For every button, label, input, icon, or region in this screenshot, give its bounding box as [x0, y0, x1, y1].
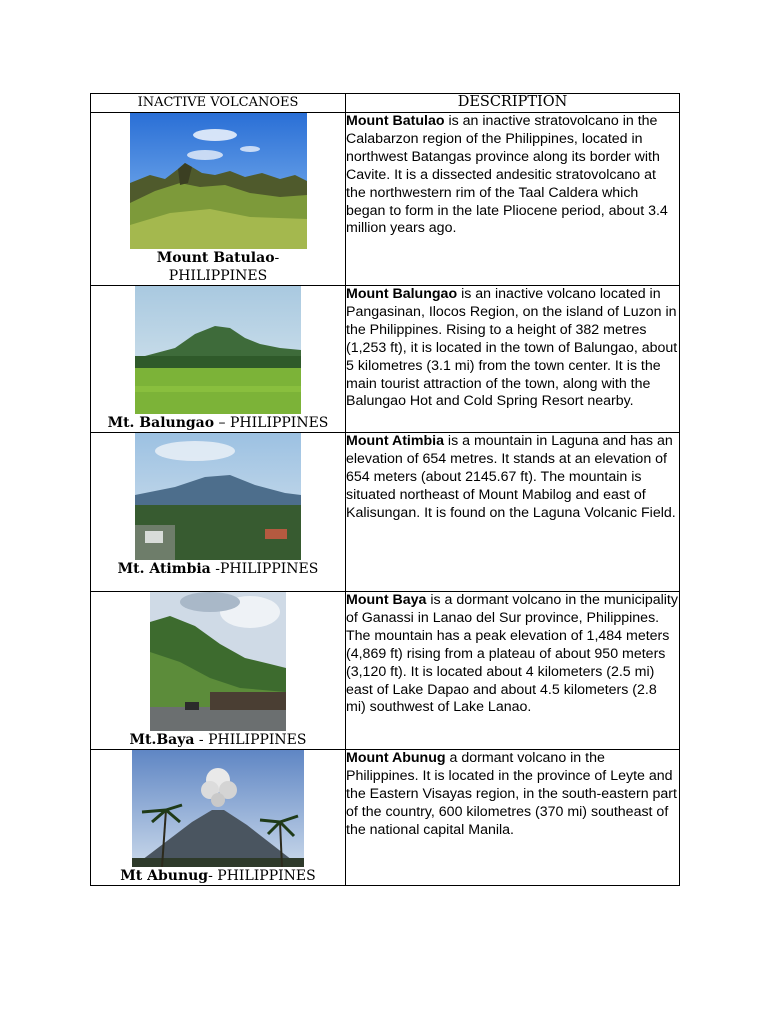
volcano-caption	[91, 731, 345, 749]
volcano-caption	[91, 560, 345, 578]
description-text: a dormant volcano in the Philippines. It is located in the province of Leyte and the Eastern Visayas region, in the south-eastern part of the country, 600 kilometres (370 mi) southeast of the national capital Manila.	[346, 750, 677, 838]
volcano-caption	[91, 414, 345, 432]
table-row	[91, 113, 680, 286]
table-row	[91, 750, 680, 886]
description-cell	[346, 113, 680, 286]
caption-separator: -	[274, 250, 280, 266]
volcano-country: PHILIPPINES	[219, 561, 319, 577]
column-header-description: DESCRIPTION	[346, 94, 680, 113]
volcano-name: Mt.Baya	[129, 732, 195, 748]
volcano-name: Mount Batulao	[156, 250, 275, 266]
table-row	[91, 286, 680, 433]
description-text: is an inactive volcano located in Pangasinan, Ilocos Region, on the island of Luzon in the Philippines. Rising to a height of 382 metres (1,253 ft), it is located in the town of Balungao, about 5 kilometres (3.1 mi) from the town center. It is the main tourist attraction of the town, along with the Balungao Hot and Cold Spring Resort nearby.	[346, 286, 678, 410]
description-text: is a mountain in Laguna and has an elevation of 654 metres. It stands at an elevation of 654 meters (about 2145.67 ft). The mountain is situated northeast of Mount Mabilog and east of Kalisungan. It is found on the Laguna Volcanic Field.	[346, 433, 676, 521]
volcano-name: Mt. Atimbia	[117, 561, 211, 577]
description-cell	[346, 433, 680, 592]
volcano-country: PHILIPPINES	[208, 732, 307, 748]
caption-separator: -	[208, 868, 218, 884]
description-cell	[346, 592, 680, 750]
volcano-cell	[91, 286, 346, 433]
table-row	[91, 592, 680, 750]
description-text: is a dormant volcano in the municipality of Ganassi in Lanao del Sur province, Philippines. The mountain has a peak elevation of 1,484 meters (4,869 ft) rising from a plateau of about 950 meters (3,120 ft). It is located about 4 kilometers (2.5 mi) east of Lake Dapao and about 4.5 kilometers (2.8 mi) southwest of Lake Lanao.	[346, 592, 678, 716]
description-name: Mount Balungao	[346, 286, 458, 302]
description-cell	[346, 750, 680, 886]
volcano-cell	[91, 592, 346, 750]
description-text: is an inactive stratovolcano in the Calabarzon region of the Philippines, located in northwest Batangas province along its border with Cavite. It is a dissected andesitic stratovolcano at the northwestern rim of the Taal Caldera which began to form in the late Pliocene period, about 3.4 million years ago.	[346, 113, 668, 237]
volcano-caption	[91, 249, 345, 285]
description-name: Mount Atimbia	[346, 433, 444, 449]
volcano-name: Mt. Balungao	[107, 415, 215, 431]
volcano-country: PHILIPPINES	[229, 415, 329, 431]
volcano-name: Mt Abunug	[120, 868, 209, 884]
table-header-row	[91, 94, 680, 113]
volcano-table	[90, 93, 680, 886]
caption-separator: –	[214, 415, 230, 431]
mount-atimbia-photo	[135, 433, 301, 560]
mount-abunug-photo	[132, 750, 304, 867]
volcano-cell	[91, 433, 346, 592]
description-name: Mount Abunug	[346, 750, 446, 766]
volcano-cell	[91, 750, 346, 886]
caption-separator: -	[210, 561, 220, 577]
volcano-country: PHILIPPINES	[217, 868, 316, 884]
description-name: Mount Baya	[346, 592, 427, 608]
mount-batulao-photo	[130, 113, 307, 249]
description-cell	[346, 286, 680, 433]
description-name: Mount Batulao	[346, 113, 445, 129]
volcano-caption	[91, 867, 345, 885]
volcano-cell	[91, 113, 346, 286]
column-header-volcanoes: INACTIVE VOLCANOES	[91, 94, 346, 113]
caption-separator: -	[194, 732, 209, 748]
table-row	[91, 433, 680, 592]
mount-balungao-photo	[135, 286, 301, 414]
mount-baya-photo	[150, 592, 286, 731]
volcano-country: PHILIPPINES	[168, 268, 268, 284]
